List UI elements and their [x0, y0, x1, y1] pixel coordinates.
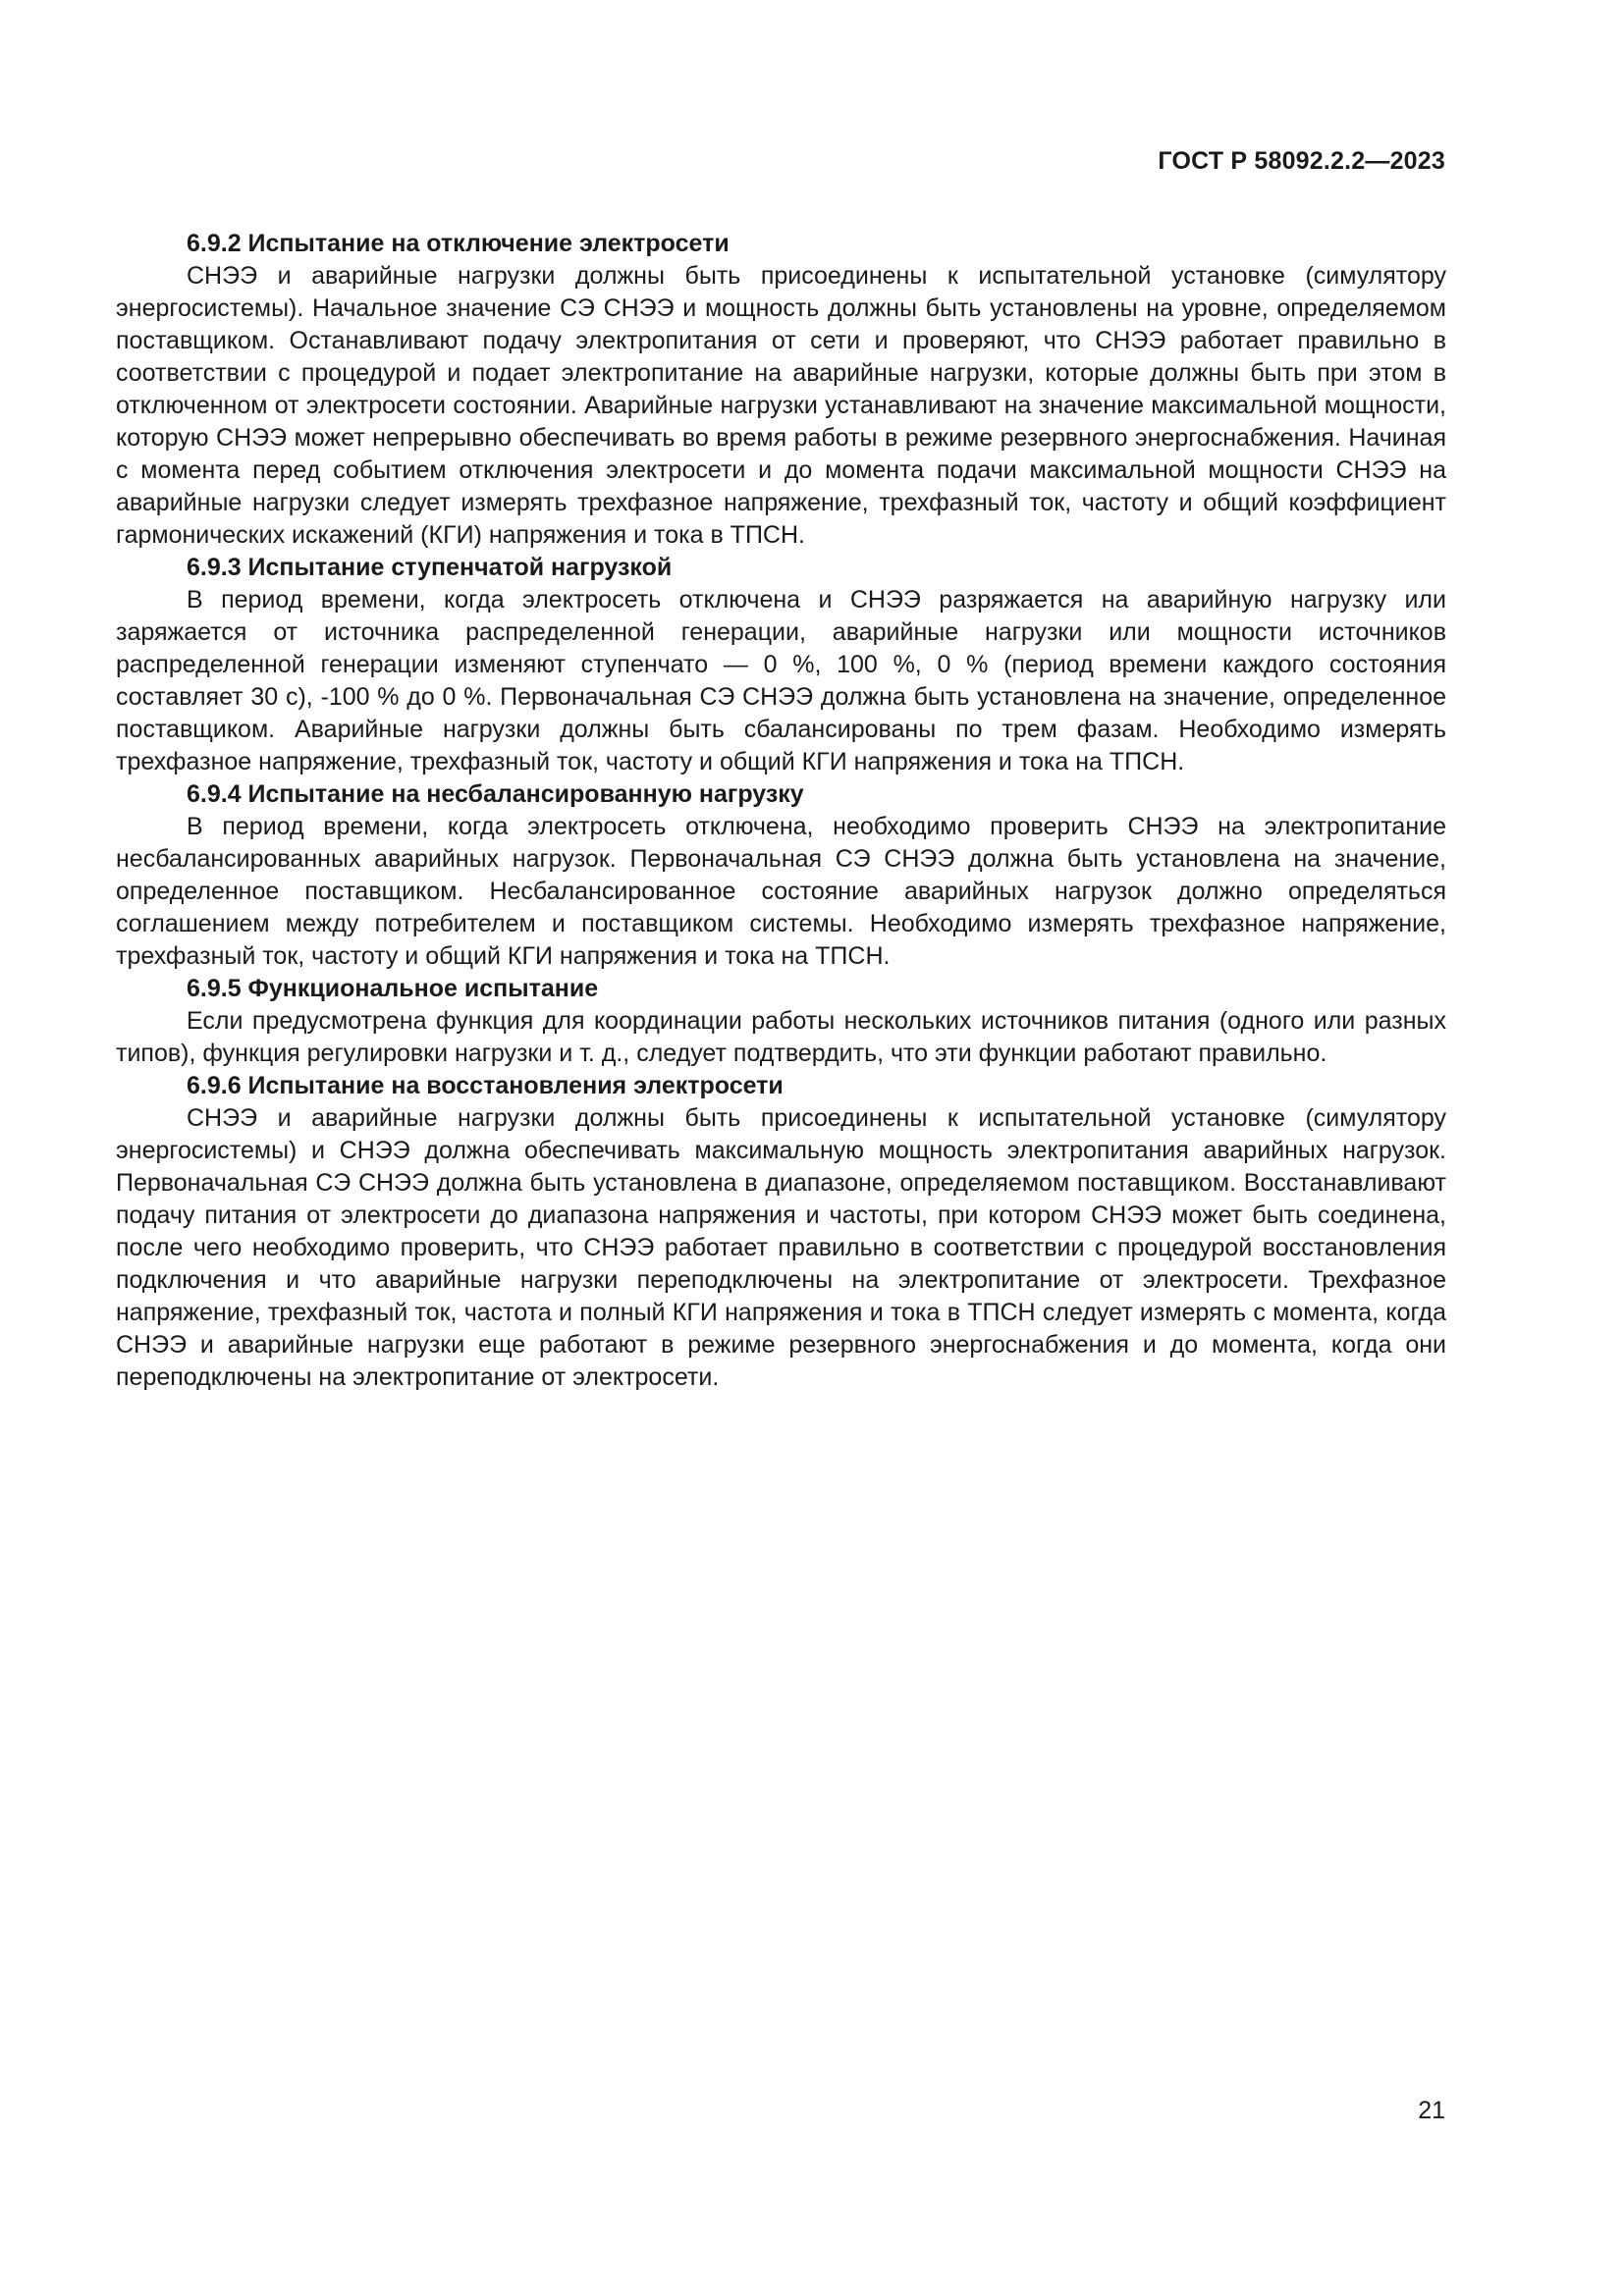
section-6-9-2: [116, 228, 1446, 552]
section-paragraph: Если предусмотрена функция для координации работы нескольких источников питания (одного или разных типов), функция регулировки нагрузки и т. д., следует подтвердить, что эти функции работают правильно.: [116, 1007, 1446, 1067]
section-title: 6.9.3 Испытание ступенчатой нагрузкой: [187, 554, 673, 581]
page-number: 21: [1418, 2097, 1445, 2124]
section-paragraph: В период времени, когда электросеть отключена, необходимо проверить СНЭЭ на электропитание несбалансированных аварийных нагрузок. Первоначальная СЭ СНЭЭ должна быть установлена на значение, определенное поставщиком. Несбалансированное состояние аварийных нагрузок должно определяться соглашением между потребителем и поставщиком системы. Необходимо измерять трехфазное напряжение, трехфазный ток, частоту и общий КГИ напряжения и тока на ТПСН.: [116, 813, 1446, 970]
section-title: 6.9.6 Испытание на восстановления электросети: [187, 1072, 784, 1099]
section-6-9-3: [116, 552, 1446, 778]
section-paragraph: СНЭЭ и аварийные нагрузки должны быть присоединены к испытательной установке (симулятору энергосистемы) и СНЭЭ должна обеспечивать максимальную мощность электропитания аварийных нагрузок. Первоначальная СЭ СНЭЭ должна быть установлена в диапазоне, определяемом поставщиком. Восстанавливают подачу питания от электросети до диапазона напряжения и частоты, при котором СНЭЭ может быть соединена, после чего необходимо проверить, что СНЭЭ работает правильно в соответствии с процедурой восстановления подключения и что аварийные нагрузки переподключены на электропитание от электросети. Трехфазное напряжение, трехфазный ток, частота и полный КГИ напряжения и тока в ТПСН следует измерять с момента, когда СНЭЭ и аварийные нагрузки еще работают в режиме резервного энергоснабжения и до момента, когда они переподключены на электропитание от электросети.: [116, 1104, 1446, 1391]
section-paragraph: СНЭЭ и аварийные нагрузки должны быть присоединены к испытательной установке (симулятору энергосистемы). Начальное значение СЭ СНЭЭ и мощность должны быть установлены на уровне, определяемом поставщиком. Останавливают подачу электропитания от сети и проверяют, что СНЭЭ работает правильно в соответствии с процедурой и подает электропитание на аварийные нагрузки, которые должны быть при этом в отключенном от электросети состоянии. Аварийные нагрузки устанавливают на значение максимальной мощности, которую СНЭЭ может непрерывно обеспечивать во время работы в режиме резервного энергоснабжения. Начиная с момента перед событием отключения электросети и до момента подачи максимальной мощности СНЭЭ на аварийные нагрузки следует измерять трехфазное напряжение, трехфазный ток, частоту и общий коэффициент гармонических искажений (КГИ) напряжения и тока в ТПСН.: [116, 262, 1446, 549]
document-body: [116, 228, 1446, 1394]
section-title: 6.9.2 Испытание на отключение электросети: [187, 230, 730, 257]
document-id-header: ГОСТ Р 58092.2.2—2023: [1158, 147, 1445, 175]
section-title: 6.9.5 Функциональное испытание: [187, 975, 599, 1002]
section-6-9-5: [116, 973, 1446, 1070]
section-paragraph: В период времени, когда электросеть отключена и СНЭЭ разряжается на аварийную нагрузку или заряжается от источника распределенной генерации, аварийные нагрузки или мощности источников распределенной генерации изменяют ступенчато — 0 %, 100 %, 0 % (период времени каждого состояния составляет 30 с), -100 % до 0 %. Первоначальная СЭ СНЭЭ должна быть установлена на значение, определенное поставщиком. Аварийные нагрузки должны быть сбалансированы по трем фазам. Необходимо измерять трехфазное напряжение, трехфазный ток, частоту и общий КГИ напряжения и тока на ТПСН.: [116, 586, 1446, 775]
section-6-9-6: [116, 1070, 1446, 1394]
section-6-9-4: [116, 778, 1446, 973]
section-title: 6.9.4 Испытание на несбалансированную нагрузку: [187, 780, 804, 808]
